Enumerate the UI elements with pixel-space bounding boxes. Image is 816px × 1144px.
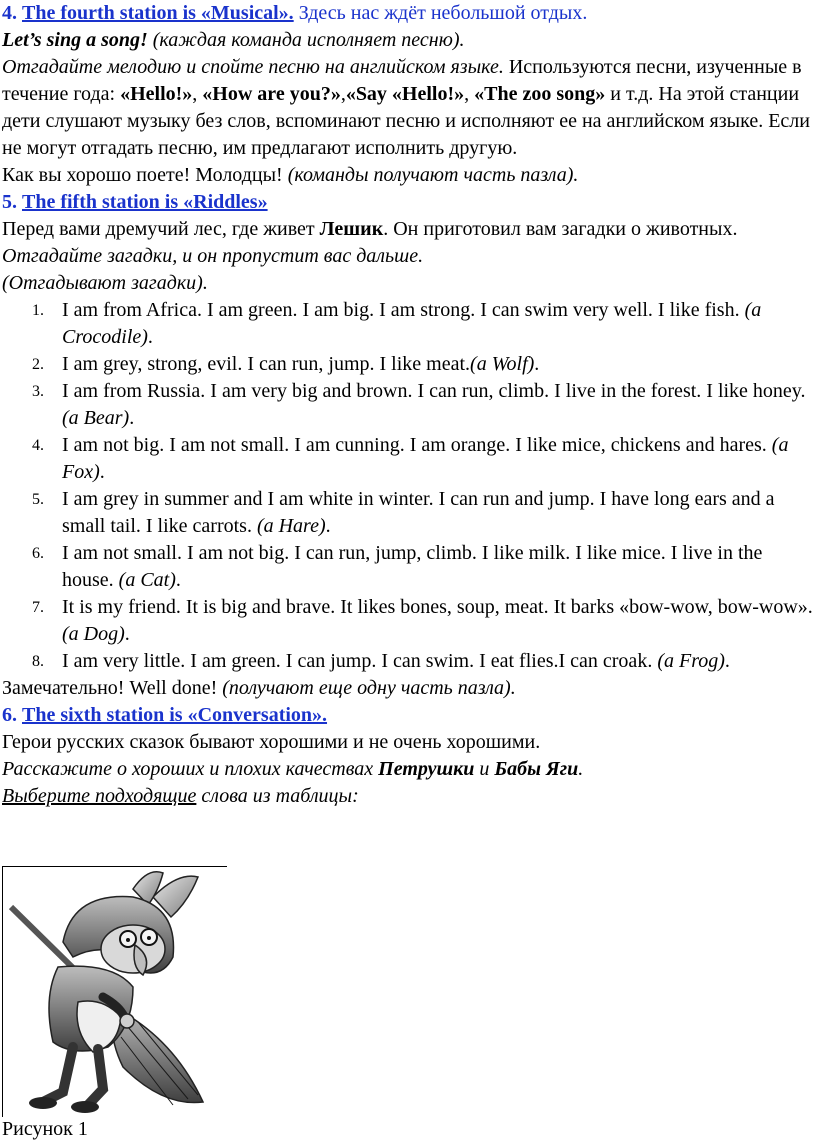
s4-sing-note: (каждая команда исполняет песню).: [147, 29, 465, 51]
s4-sep3: ,: [464, 83, 475, 105]
riddle-end: .: [534, 353, 540, 375]
riddle-text: It is my friend. It is big and brave. It likes bones, soup, meat. It barks «bow-wow, bow-wow».: [62, 596, 813, 618]
riddle-text: I am grey, strong, evil. I can run, jump. I like meat.: [62, 353, 471, 375]
s4-sep1: ,: [192, 83, 203, 105]
s6-name2: Бабы Яги: [494, 758, 579, 780]
s4-sep2: ,: [340, 83, 346, 105]
s6-choose: [2, 783, 816, 810]
s5-intro2: . Он приготовил вам загадки о животных.: [383, 218, 738, 240]
s4-song3: «Say «Hello!»: [345, 83, 465, 105]
list-item: [2, 486, 816, 540]
riddle-text: I am from Africa. I am green. I am big. I am strong. I can swim very well. I like fish.: [62, 299, 745, 321]
figure-caption: Рисунок 1: [2, 1118, 88, 1140]
s5-intro-italic: Отгадайте загадки, и он пропустит вас дальше.: [2, 245, 424, 267]
s4-title: The fourth station is «Musical».: [22, 2, 294, 24]
riddle-answer: (a Wolf): [470, 353, 535, 375]
s5-guess: (Отгадывают загадки).: [2, 272, 208, 294]
riddle-number: 8.: [32, 653, 44, 670]
s6-choose-underlined: Выберите подходящие: [2, 785, 197, 807]
riddle-number: 2.: [32, 356, 44, 373]
riddle-text: I am from Russia. I am very big and brown. I can run, climb. I live in the forest. I like honey.: [62, 380, 806, 402]
riddle-list: [2, 297, 816, 675]
s4-song4: «The zoo song»: [474, 83, 606, 105]
riddle-answer: (a Dog): [62, 623, 125, 645]
foot-left: [29, 1097, 57, 1109]
s6-tell: [2, 756, 816, 783]
s6-and: и: [474, 758, 495, 780]
riddle-text: I am very little. I am green. I can jump. I can swim. I eat flies.I can croak.: [62, 650, 658, 672]
s6-number: 6.: [2, 704, 17, 726]
riddle-number: 3.: [32, 383, 44, 400]
s4-praise-note: (команды получают часть пазла).: [287, 164, 579, 186]
hand: [120, 1014, 134, 1028]
s5-intro1: Перед вами дремучий лес, где живет: [2, 218, 320, 240]
s5-number: 5.: [2, 191, 17, 213]
riddle-text: I am not big. I am not small. I am cunning. I am orange. I like mice, chickens and hares.: [62, 434, 772, 456]
s6-dot: .: [578, 758, 584, 780]
s4-sing: Let’s sing a song!: [2, 29, 148, 51]
s5-done: Замечательно! Well done!: [2, 677, 223, 699]
riddle-number: 5.: [32, 491, 44, 508]
foot-right: [71, 1101, 99, 1113]
s4-guess: Отгадайте мелодию и спойте песню на английском языке.: [2, 56, 504, 78]
riddle-end: .: [129, 407, 135, 429]
riddle-number: 1.: [32, 302, 44, 319]
list-item: [2, 648, 816, 675]
riddle-end: .: [147, 326, 153, 348]
leg-left: [43, 1047, 73, 1102]
riddle-answer: (a Cat): [118, 569, 176, 591]
s5-title: The fifth station is «Riddles»: [22, 191, 268, 213]
riddle-number: 4.: [32, 437, 44, 454]
s6-heroes: Герои русских сказок бывают хорошими и не очень хорошими.: [2, 731, 541, 753]
s4-praise-line: [2, 162, 816, 189]
baba-yaga-drawing: [3, 867, 227, 1117]
list-item: [2, 351, 816, 378]
s6-title: The sixth station is «Conversation».: [22, 704, 328, 726]
s4-song2: «How are you?»: [202, 83, 341, 105]
riddle-answer: (a Hare): [256, 515, 326, 537]
s6-name1: Петрушки: [378, 758, 475, 780]
s4-used: Используются песни, изученные в течение года:: [2, 56, 802, 105]
riddle-number: 7.: [32, 599, 44, 616]
riddle-number: 6.: [32, 545, 44, 562]
riddle-answer: (a Bear): [62, 407, 130, 429]
riddle-answer: (a Fox): [62, 434, 789, 483]
s4-body: [2, 54, 816, 162]
s4-heading: [2, 0, 816, 27]
list-item: [2, 594, 816, 648]
riddle-answer: (a Crocodile): [62, 299, 762, 348]
s4-number: 4.: [2, 2, 17, 24]
list-item: [2, 432, 816, 486]
s4-rest: и т.д. На этой станции дети слушают музыку без слов, вспоминают песню и исполняют ее на английском языке. Если не могут отгадать песню, им предлагают исполнить другую.: [2, 83, 810, 159]
s4-song1: «Hello!»: [120, 83, 193, 105]
leg-right: [88, 1049, 103, 1105]
riddle-end: .: [724, 650, 730, 672]
s6-heading: [2, 702, 816, 729]
s4-sing-line: [2, 27, 816, 54]
riddle-end: .: [175, 569, 181, 591]
s5-intro-name: Лешик: [319, 218, 384, 240]
s6-tell1: Расскажите о хороших и плохих качествах: [2, 758, 379, 780]
s5-done-line: [2, 675, 816, 702]
s4-praise: Как вы хорошо поете! Молодцы!: [2, 164, 288, 186]
baba-yaga-illustration: [2, 866, 227, 1117]
riddle-end: .: [325, 515, 331, 537]
riddle-end: .: [124, 623, 130, 645]
riddle-end: .: [99, 461, 105, 483]
riddle-text: I am grey in summer and I am white in winter. I can run and jump. I have long ears and a small tail. I like carrots.: [62, 488, 775, 537]
list-item: [2, 297, 816, 351]
s6-choose-rest: слова из таблицы:: [196, 785, 359, 807]
s5-heading: [2, 189, 816, 216]
riddle-text: I am not small. I am not big. I can run, jump, climb. I like milk. I like mice. I live in the house.: [62, 542, 763, 591]
list-item: [2, 540, 816, 594]
list-item: [2, 378, 816, 432]
riddle-answer: (a Frog): [657, 650, 725, 672]
s4-title-rest: Здесь нас ждёт небольшой отдых.: [293, 2, 588, 24]
s5-intro: [2, 216, 816, 270]
s5-done-note: (получают еще одну часть пазла).: [222, 677, 516, 699]
